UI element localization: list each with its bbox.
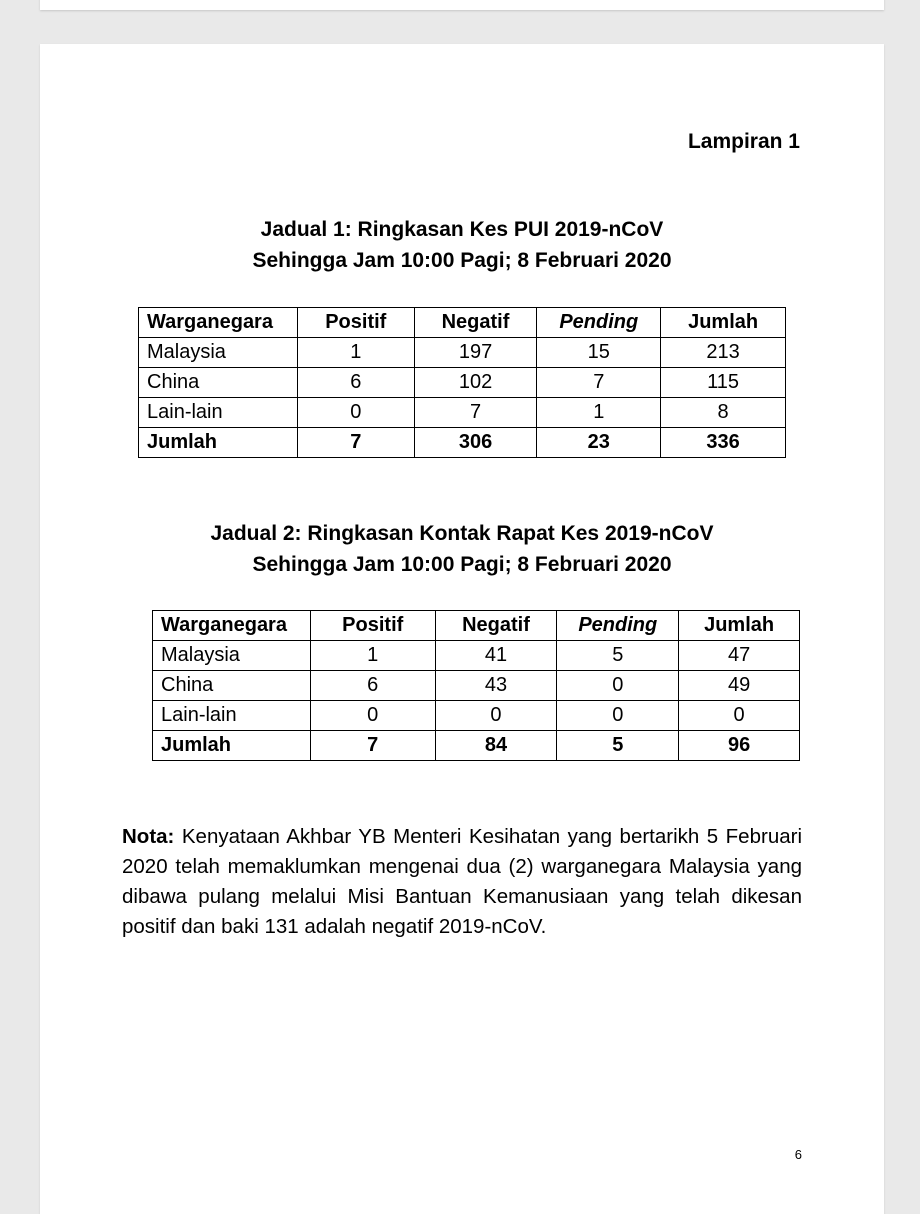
table-row: [139, 338, 786, 368]
document-page: [40, 44, 884, 1214]
table-cell: 23: [537, 428, 661, 458]
table-cell: 0: [679, 701, 800, 731]
table1-col-pending: Pending: [537, 308, 661, 338]
table-cell: 0: [310, 701, 435, 731]
table-cell: 0: [435, 701, 557, 731]
table-cell: Lain-lain: [153, 701, 311, 731]
note-label: Nota:: [122, 825, 175, 848]
table2-title-line2: Sehingga Jam 10:00 Pagi; 8 Februari 2020: [252, 553, 672, 576]
table-cell: 6: [310, 671, 435, 701]
note-text: Kenyataan Akhbar YB Menteri Kesihatan yang bertarikh 5 Februari 2020 telah memaklumkan mengenai dua (2) warganegara Malaysia yang dibawa pulang melalui Misi Bantuan Kemanusiaan yang telah dikesan positif dan baki 131 adalah negatif 2019-nCoV.: [122, 825, 802, 938]
page-number: 6: [794, 1147, 802, 1162]
table-cell: 213: [661, 338, 786, 368]
table2-col-pending: Pending: [557, 611, 679, 641]
table-cell: 1: [297, 338, 414, 368]
table1-col-positif: Positif: [297, 308, 414, 338]
table-cell: 6: [297, 368, 414, 398]
table-cell: 102: [414, 368, 537, 398]
table2-total-row: [153, 731, 800, 761]
table-cell: China: [153, 671, 311, 701]
table-cell: 1: [537, 398, 661, 428]
table-cell: 1: [310, 641, 435, 671]
table2: [152, 610, 800, 761]
table-cell: 306: [414, 428, 537, 458]
table-cell: 0: [297, 398, 414, 428]
table1-col-negatif: Negatif: [414, 308, 537, 338]
table2-col-negatif: Negatif: [435, 611, 557, 641]
table2-title-line1: Jadual 2: Ringkasan Kontak Rapat Kes 2019-nCoV: [210, 522, 714, 545]
table1-col-jumlah: Jumlah: [661, 308, 786, 338]
appendix-label: Lampiran 1: [687, 130, 800, 153]
table1: [138, 307, 786, 458]
table-cell: 115: [661, 368, 786, 398]
table-cell: 84: [435, 731, 557, 761]
table-cell: 15: [537, 338, 661, 368]
table-cell: 41: [435, 641, 557, 671]
table1-title: [40, 214, 884, 276]
table-row: [153, 641, 800, 671]
table1-col-warganegara: Warganegara: [139, 308, 298, 338]
table-cell: 7: [310, 731, 435, 761]
previous-page-edge: [40, 0, 884, 10]
table-cell: 5: [557, 731, 679, 761]
table-cell: 43: [435, 671, 557, 701]
table2-header-row: [153, 611, 800, 641]
table-cell: 336: [661, 428, 786, 458]
table-cell: Malaysia: [153, 641, 311, 671]
table-cell: 49: [679, 671, 800, 701]
table-row: [153, 671, 800, 701]
table-cell: 7: [414, 398, 537, 428]
table1-header-row: [139, 308, 786, 338]
table-row: [139, 398, 786, 428]
table-cell: Jumlah: [139, 428, 298, 458]
table2-col-warganegara: Warganegara: [153, 611, 311, 641]
table-row: [153, 701, 800, 731]
table-cell: China: [139, 368, 298, 398]
table2-col-jumlah: Jumlah: [679, 611, 800, 641]
table-cell: 8: [661, 398, 786, 428]
table-cell: Lain-lain: [139, 398, 298, 428]
table-cell: 0: [557, 701, 679, 731]
table1-title-line2: Sehingga Jam 10:00 Pagi; 8 Februari 2020: [252, 249, 672, 272]
table1-title-line1: Jadual 1: Ringkasan Kes PUI 2019-nCoV: [260, 218, 664, 241]
table-cell: Jumlah: [153, 731, 311, 761]
table-cell: 47: [679, 641, 800, 671]
table-cell: Malaysia: [139, 338, 298, 368]
table2-title: [40, 518, 884, 580]
table-cell: 7: [297, 428, 414, 458]
table-cell: 197: [414, 338, 537, 368]
table-cell: 5: [557, 641, 679, 671]
table-cell: 7: [537, 368, 661, 398]
table-row: [139, 368, 786, 398]
note-paragraph: [122, 822, 802, 942]
table-cell: 96: [679, 731, 800, 761]
table1-total-row: [139, 428, 786, 458]
table-cell: 0: [557, 671, 679, 701]
table2-col-positif: Positif: [310, 611, 435, 641]
